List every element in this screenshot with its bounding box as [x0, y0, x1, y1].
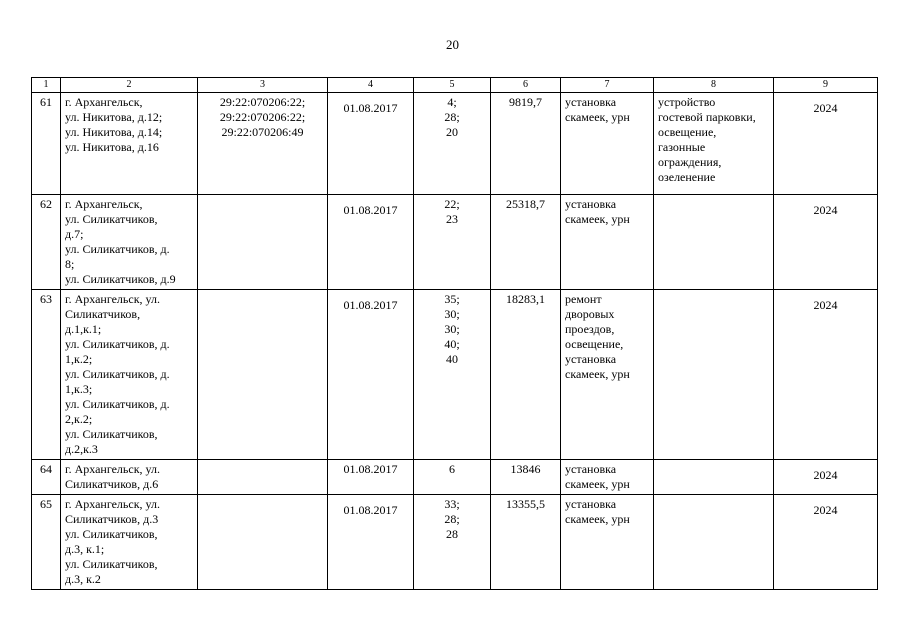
address-cell: г. Архангельск, ул. Силикатчиков, д.7; ул. Силикатчиков, д. 8; ул. Силикатчиков, д.9 — [61, 195, 198, 290]
column-header: 3 — [198, 78, 328, 93]
area-cell: 13355,5 — [491, 495, 561, 590]
area-cell: 9819,7 — [491, 93, 561, 195]
date-text: 01.08.2017 — [343, 503, 398, 517]
address-cell: г. Архангельск, ул. Силикатчиков, д.6 — [61, 460, 198, 495]
table-row — [32, 93, 878, 195]
year-cell — [774, 195, 878, 290]
column5-cell: 33; 28; 28 — [414, 495, 491, 590]
cadastral-cell — [198, 195, 328, 290]
date-cell: 01.08.2017 — [328, 460, 414, 495]
date-cell — [328, 93, 414, 195]
date-text: 01.08.2017 — [343, 101, 398, 115]
row-number: 65 — [32, 495, 61, 590]
column-header: 4 — [328, 78, 414, 93]
column5-cell: 6 — [414, 460, 491, 495]
extra-works-cell — [654, 290, 774, 460]
address-cell: г. Архангельск, ул. Силикатчиков, д.1,к.1; ул. Силикатчиков, д. 1,к.2; ул. Силикатчиков, д. 1,к.3; ул. Силикатчиков, д. 2,к.2; ул. Силикатчиков, д.2,к.3 — [61, 290, 198, 460]
year-cell — [774, 93, 878, 195]
area-cell: 18283,1 — [491, 290, 561, 460]
extra-works-cell — [654, 195, 774, 290]
year-cell — [774, 290, 878, 460]
year-text: 2024 — [813, 468, 838, 482]
cadastral-cell — [198, 290, 328, 460]
cadastral-cell: 29:22:070206:22; 29:22:070206:22; 29:22:070206:49 — [198, 93, 328, 195]
works-cell: ремонт дворовых проездов, освещение, установка скамеек, урн — [561, 290, 654, 460]
row-number: 64 — [32, 460, 61, 495]
year-text: 2024 — [813, 298, 838, 312]
table-row — [32, 495, 878, 590]
table-row — [32, 460, 878, 495]
table-row — [32, 290, 878, 460]
column-header: 6 — [491, 78, 561, 93]
date-text: 01.08.2017 — [343, 298, 398, 312]
date-cell — [328, 495, 414, 590]
area-cell: 13846 — [491, 460, 561, 495]
column5-cell: 22; 23 — [414, 195, 491, 290]
date-text: 01.08.2017 — [343, 203, 398, 217]
date-cell — [328, 195, 414, 290]
column-header: 1 — [32, 78, 61, 93]
year-text: 2024 — [813, 101, 838, 115]
works-cell: установка скамеек, урн — [561, 195, 654, 290]
column-header: 2 — [61, 78, 198, 93]
date-cell — [328, 290, 414, 460]
page-number: 20 — [446, 37, 459, 52]
cadastral-cell — [198, 460, 328, 495]
column5-cell: 4; 28; 20 — [414, 93, 491, 195]
table-header-row — [32, 78, 878, 93]
extra-works-cell: устройство гостевой парковки, освещение, газонные ограждения, озеленение — [654, 93, 774, 195]
improvement-table — [31, 77, 878, 590]
year-cell — [774, 495, 878, 590]
column5-cell: 35; 30; 30; 40; 40 — [414, 290, 491, 460]
works-cell: установка скамеек, урн — [561, 460, 654, 495]
address-cell: г. Архангельск, ул. Никитова, д.12; ул. Никитова, д.14; ул. Никитова, д.16 — [61, 93, 198, 195]
row-number: 63 — [32, 290, 61, 460]
column-header: 8 — [654, 78, 774, 93]
address-cell: г. Архангельск, ул. Силикатчиков, д.3 ул. Силикатчиков, д.3, к.1; ул. Силикатчиков, д.3, к.2 — [61, 495, 198, 590]
year-cell — [774, 460, 878, 495]
works-cell: установка скамеек, урн — [561, 93, 654, 195]
year-text: 2024 — [813, 203, 838, 217]
area-cell: 25318,7 — [491, 195, 561, 290]
extra-works-cell — [654, 495, 774, 590]
works-cell: установка скамеек, урн — [561, 495, 654, 590]
column-header: 7 — [561, 78, 654, 93]
row-number: 61 — [32, 93, 61, 195]
row-number: 62 — [32, 195, 61, 290]
year-text: 2024 — [813, 503, 838, 517]
table-row — [32, 195, 878, 290]
column-header: 5 — [414, 78, 491, 93]
extra-works-cell — [654, 460, 774, 495]
column-header: 9 — [774, 78, 878, 93]
cadastral-cell — [198, 495, 328, 590]
